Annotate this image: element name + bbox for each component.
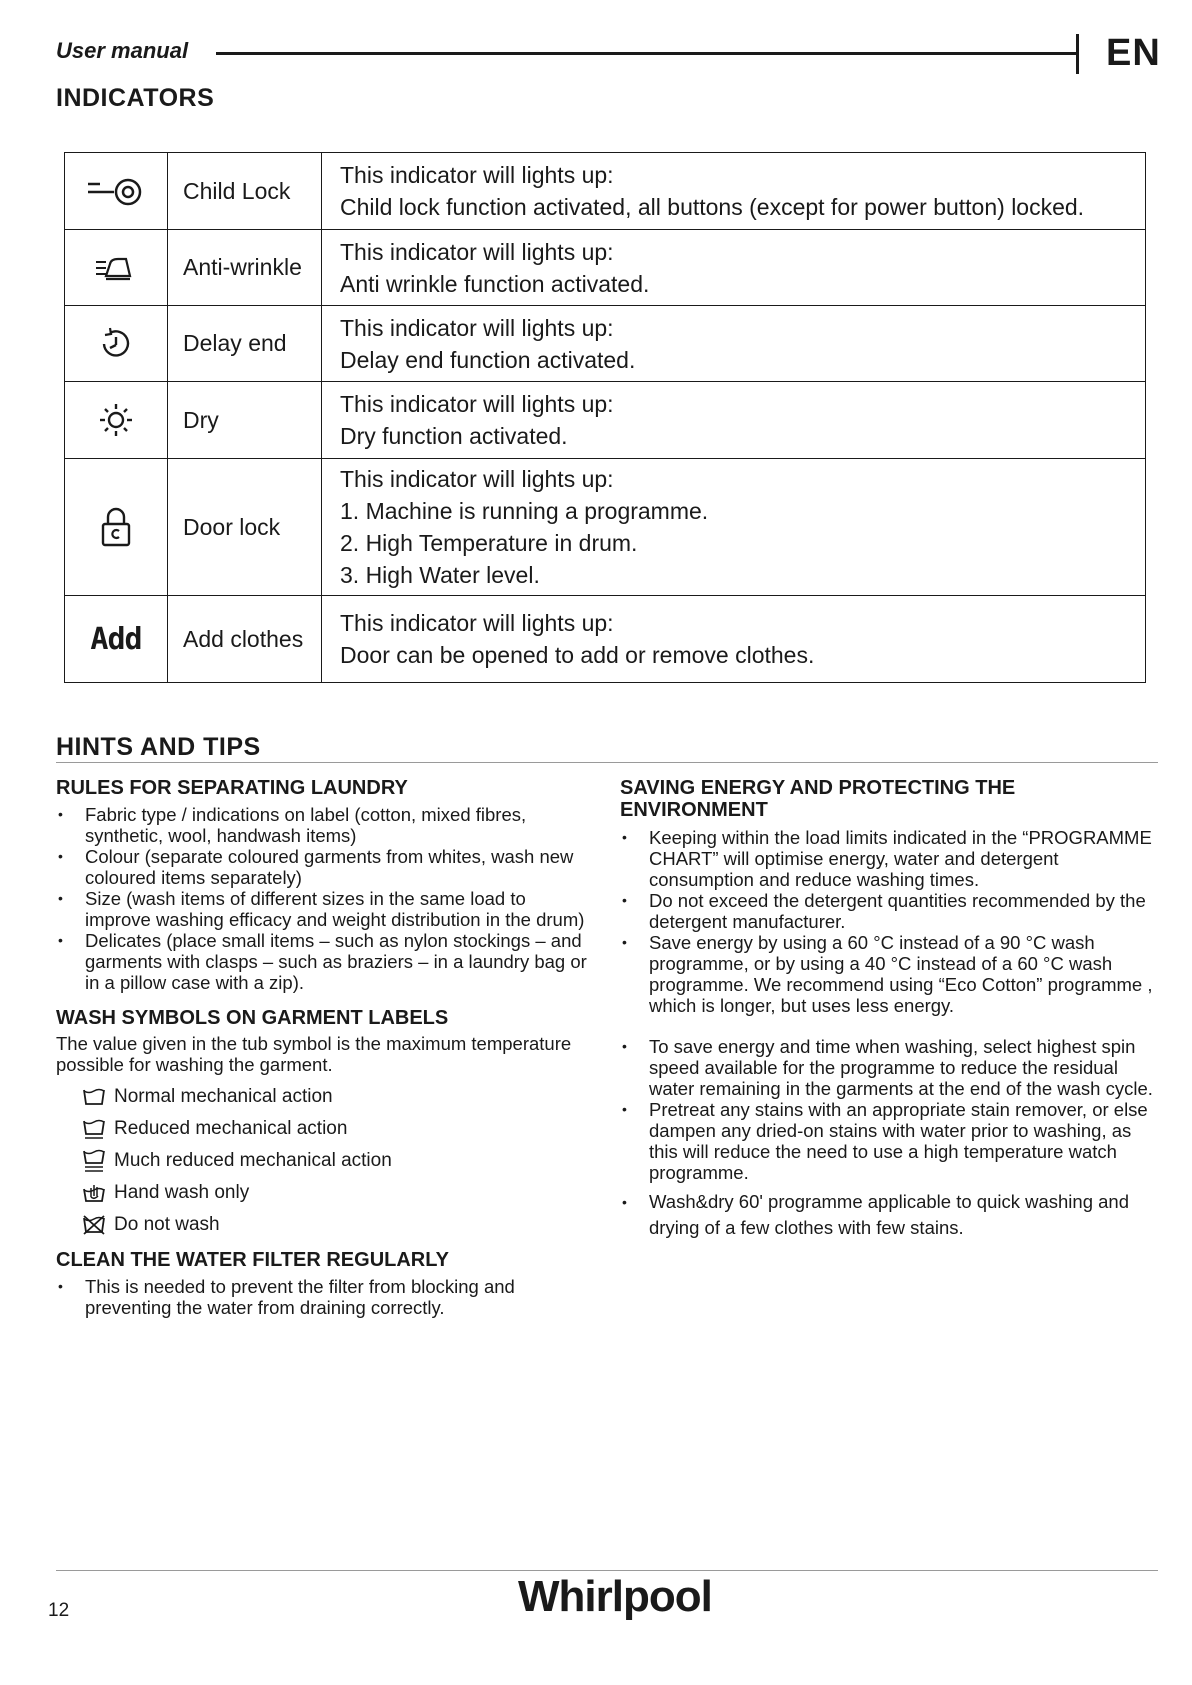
- indicator-name: Delay end: [168, 306, 322, 382]
- indicator-description: [322, 230, 1146, 306]
- header-rule-end: [1076, 34, 1079, 74]
- tub-much-reduced-icon: [82, 1148, 106, 1174]
- desc-line: This indicator will lights up:: [340, 314, 614, 341]
- padlock-icon: [65, 459, 168, 596]
- add-display-icon: [65, 596, 168, 683]
- indicator-name: Child Lock: [168, 153, 322, 230]
- rules-list: [56, 804, 596, 993]
- wash-symbols-list: [56, 1081, 596, 1241]
- page-number: 12: [48, 1600, 70, 1621]
- symbol-label: Hand wash only: [114, 1182, 250, 1203]
- desc-line: Dry function activated.: [340, 423, 568, 449]
- list-item: [82, 1177, 596, 1209]
- indicator-name: Anti-wrinkle: [168, 230, 322, 306]
- desc-line: 3. High Water level.: [340, 562, 540, 588]
- footer-rule: [56, 1570, 1158, 1571]
- list-item: • Keeping within the load limits indicated in the “PROGRAMME CHART” will optimise energy, water and detergent consumption and reduce washing times.: [620, 827, 1160, 890]
- tub-reduced-icon: [82, 1117, 106, 1141]
- hints-heading: HINTS AND TIPS: [56, 733, 261, 761]
- indicator-name: Dry: [168, 382, 322, 459]
- list-item: • Do not exceed the detergent quantities recommended by the detergent manufacturer.: [620, 890, 1160, 932]
- iron-icon: [65, 230, 168, 306]
- desc-line: This indicator will lights up:: [340, 610, 614, 636]
- desc-line: 2. High Temperature in drum.: [340, 530, 638, 556]
- hints-rule: [56, 762, 1158, 763]
- indicator-row-add-clothes: [65, 596, 1146, 683]
- clock-icon: [65, 306, 168, 382]
- indicator-description: [322, 382, 1146, 459]
- rules-heading: RULES FOR SEPARATING LAUNDRY: [56, 777, 408, 799]
- symbol-label: Normal mechanical action: [114, 1086, 333, 1107]
- indicator-name: Add clothes: [168, 596, 322, 683]
- whirlpool-logo: Whirlpool: [518, 1572, 712, 1621]
- wash-symbols-heading: WASH SYMBOLS ON GARMENT LABELS: [56, 1007, 449, 1029]
- desc-line: This indicator will lights up:: [340, 162, 614, 188]
- indicator-row-anti-wrinkle: [65, 230, 1146, 306]
- language-code: EN: [1106, 32, 1161, 74]
- hand-wash-icon: [82, 1182, 106, 1204]
- indicator-name: Door lock: [168, 459, 322, 596]
- manual-title: User manual: [56, 38, 189, 63]
- list-item: • Size (wash items of different sizes in the same load to improve washing efficacy and weight distribution in the drum): [56, 888, 596, 930]
- desc-line: This indicator will lights up:: [340, 391, 614, 417]
- list-item: • Wash&dry 60' programme applicable to quick washing and drying of a few clothes with few stains.: [620, 1189, 1160, 1241]
- list-item: [82, 1145, 596, 1177]
- desc-line: Delay end function activated.: [340, 346, 636, 373]
- do-not-wash-icon: [82, 1214, 106, 1236]
- desc-line: Child lock function activated, all buttons (except for power button) locked.: [340, 194, 1085, 220]
- hints-left-column: [56, 777, 596, 1318]
- indicator-row-door-lock: [65, 459, 1146, 596]
- indicator-row-delay-end: [65, 306, 1146, 382]
- list-item: • Delicates (place small items – such as nylon stockings – and garments with clasps – such as braziers – in a laundry bag or in a pillow case with a zip).: [56, 930, 596, 993]
- desc-line: This indicator will lights up:: [340, 466, 614, 492]
- indicators-table: [64, 152, 1146, 683]
- indicators-heading: INDICATORS: [56, 84, 215, 112]
- filter-list: [56, 1276, 596, 1318]
- indicator-description: [322, 306, 1146, 382]
- energy-list: [620, 827, 1160, 1016]
- tub-normal-icon: [82, 1086, 106, 1108]
- add-display-text: Add: [90, 621, 142, 657]
- header-rule: [216, 52, 1078, 55]
- list-item: • This is needed to prevent the filter from blocking and preventing the water from draining correctly.: [56, 1276, 596, 1318]
- indicator-description: [322, 459, 1146, 596]
- list-item: [82, 1081, 596, 1113]
- indicator-description: [322, 153, 1146, 230]
- filter-heading: CLEAN THE WATER FILTER REGULARLY: [56, 1249, 449, 1271]
- hints-right-column: [620, 777, 1160, 1241]
- list-item: [82, 1209, 596, 1241]
- symbol-label: Reduced mechanical action: [114, 1118, 348, 1139]
- symbol-label: Do not wash: [114, 1214, 220, 1235]
- sun-icon: [65, 382, 168, 459]
- list-item: • Save energy by using a 60 °C instead of a 90 °C wash programme, or by using a 40 °C instead of a 60 °C wash programme. We recommend using “Eco Cotton” programme , which is longer, but uses less energy.: [620, 932, 1160, 1016]
- desc-line: 1. Machine is running a programme.: [340, 498, 709, 524]
- list-item: [82, 1113, 596, 1145]
- list-item: • Fabric type / indications on label (cotton, mixed fibres, synthetic, wool, handwash items): [56, 804, 596, 846]
- desc-line: This indicator will lights up:: [340, 238, 614, 265]
- indicator-row-dry: [65, 382, 1146, 459]
- child-lock-icon: [65, 153, 168, 230]
- desc-line: Door can be opened to add or remove clothes.: [340, 642, 815, 668]
- list-item: • Pretreat any stains with an appropriate stain remover, or else dampen any dried-on stains with water prior to washing, as this will reduce the need to use a high temperature watch programme.: [620, 1099, 1160, 1183]
- wash-symbols-intro: The value given in the tub symbol is the maximum temperature possible for washing the garment.: [56, 1033, 572, 1075]
- desc-line: Anti wrinkle function activated.: [340, 270, 650, 297]
- energy-heading: SAVING ENERGY AND PROTECTING THE ENVIRONMENT: [620, 777, 1016, 821]
- indicator-description: [322, 596, 1146, 683]
- energy-list-continued: [620, 1036, 1160, 1241]
- indicator-row-child-lock: [65, 153, 1146, 230]
- list-item: • To save energy and time when washing, select highest spin speed available for the programme to reduce the residual water remaining in the garments at the end of the wash cycle.: [620, 1036, 1160, 1099]
- symbol-label: Much reduced mechanical action: [114, 1150, 392, 1171]
- list-item: • Colour (separate coloured garments from whites, wash new coloured items separately): [56, 846, 596, 888]
